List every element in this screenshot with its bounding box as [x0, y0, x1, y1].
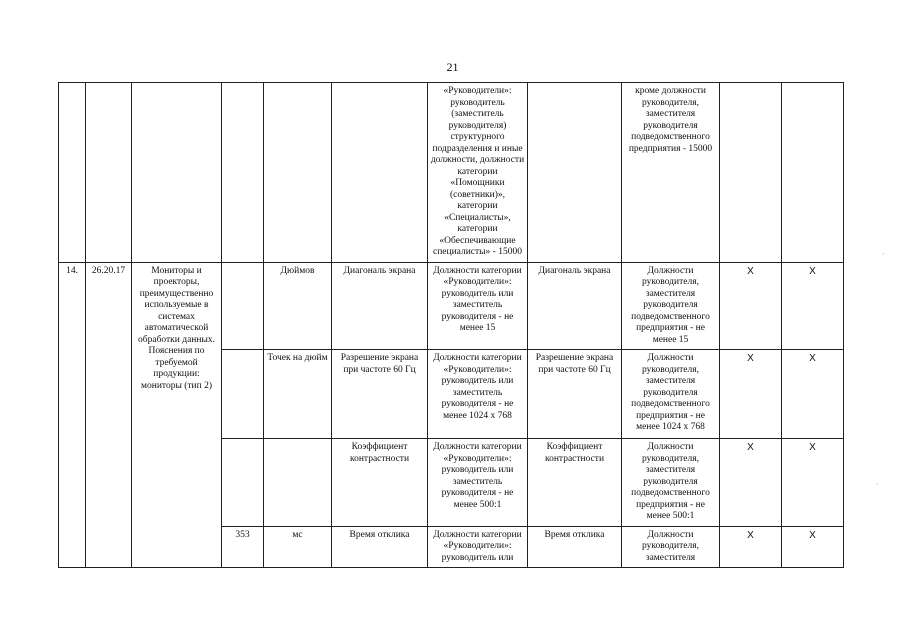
cell-justification: X	[720, 526, 782, 568]
cell-product-name: Мониторы и проекторы, преимущественно используемые в системах автоматической обработки данных. Пояснения по требуемой продукции: мониторы (тип 2)	[132, 262, 222, 568]
cell-approved-value: «Руководители»: руководитель (заместитель руководителя) структурного подразделения и иные должности, должности категории «Помощники (советники)», категории «Специалисты», категории «Обеспечивающие специалисты» - 15000	[428, 83, 528, 263]
cell-number	[59, 83, 86, 263]
cell-okei-code	[222, 350, 264, 439]
cell-justification	[720, 83, 782, 263]
cell-approved-value: Должности категории «Руководители»: руководитель или заместитель руководителя - не менее 15	[428, 262, 528, 350]
page-number: 21	[446, 60, 459, 74]
cell-okei-code	[222, 83, 264, 263]
cell-justification: X	[720, 350, 782, 439]
table-row	[59, 83, 844, 263]
cell-unit: мс	[264, 526, 332, 568]
cell-characteristic: Коэффициент контрастности	[332, 439, 428, 527]
cell-function: X	[782, 439, 844, 527]
cell-product-name	[132, 83, 222, 263]
cell-characteristic: Время отклика	[332, 526, 428, 568]
cell-function: X	[782, 350, 844, 439]
cell-okpd2-code	[86, 83, 132, 263]
scan-speck: ·	[882, 250, 885, 259]
cell-justification: X	[720, 262, 782, 350]
cell-characteristic-2: Диагональ экрана	[528, 262, 622, 350]
cell-value-2: Должности руководителя, заместителя руководителя подведомственного предприятия - не менее 15	[622, 262, 720, 350]
table-row	[59, 262, 844, 350]
cell-characteristic: Разрешение экрана при частоте 60 Гц	[332, 350, 428, 439]
cell-okei-code	[222, 439, 264, 527]
cell-unit: Точек на дюйм	[264, 350, 332, 439]
cell-unit	[264, 439, 332, 527]
cell-characteristic-2: Коэффициент контрастности	[528, 439, 622, 527]
cell-approved-value: Должности категории «Руководители»: руководитель или	[428, 526, 528, 568]
cell-characteristic: Диагональ экрана	[332, 262, 428, 350]
cell-justification: X	[720, 439, 782, 527]
cell-function: X	[782, 262, 844, 350]
cell-okei-code	[222, 262, 264, 350]
cell-value-2: Должности руководителя, заместителя руководителя подведомственного предприятия - не менее 500:1	[622, 439, 720, 527]
requirements-table	[58, 82, 844, 568]
cell-okei-code: 353	[222, 526, 264, 568]
cell-value-2: Должности руководителя, заместителя руководителя подведомственного предприятия - не менее 1024 х 768	[622, 350, 720, 439]
cell-characteristic-2: Время отклика	[528, 526, 622, 568]
cell-function	[782, 83, 844, 263]
cell-unit	[264, 83, 332, 263]
cell-value-2: Должности руководителя, заместителя	[622, 526, 720, 568]
cell-value-2: кроме должности руководителя, заместителя руководителя подведомственного предприятия - 15000	[622, 83, 720, 263]
cell-characteristic-2	[528, 83, 622, 263]
scan-speck: ·	[876, 480, 879, 489]
cell-okpd2-code: 26.20.17	[86, 262, 132, 568]
cell-unit: Дюймов	[264, 262, 332, 350]
cell-characteristic-2: Разрешение экрана при частоте 60 Гц	[528, 350, 622, 439]
cell-approved-value: Должности категории «Руководители»: руководитель или заместитель руководителя - не менее 500:1	[428, 439, 528, 527]
cell-approved-value: Должности категории «Руководители»: руководитель или заместитель руководителя - не менее 1024 х 768	[428, 350, 528, 439]
cell-function: X	[782, 526, 844, 568]
cell-characteristic	[332, 83, 428, 263]
cell-number: 14.	[59, 262, 86, 568]
